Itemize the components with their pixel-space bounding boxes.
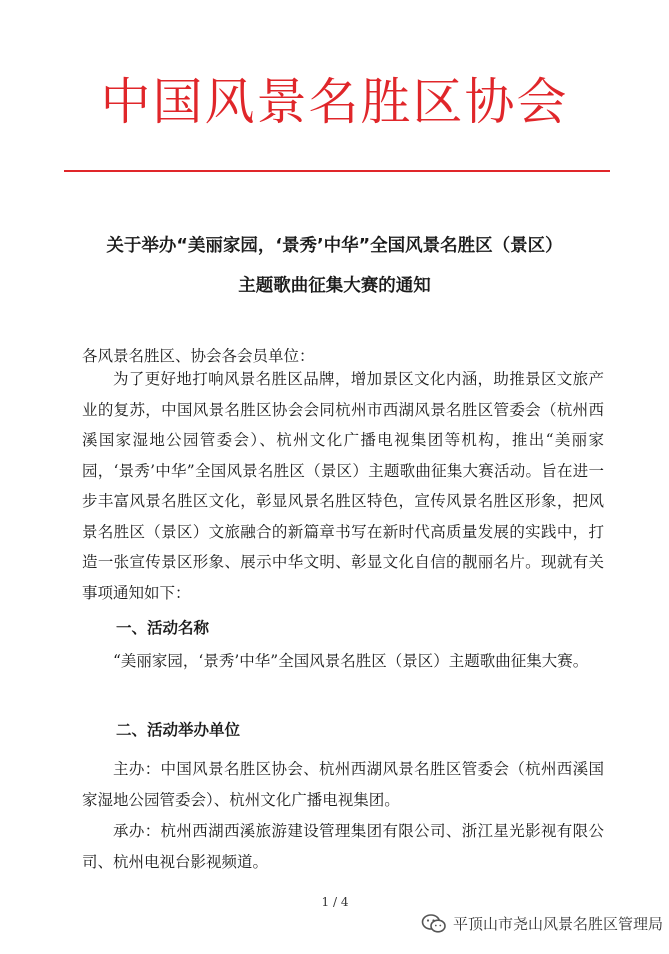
intro-paragraph: 为了更好地打响风景名胜区品牌，增加景区文化内涵，助推景区文旅产业的复苏，中国风景名胜区协会会同杭州市西湖风景名胜区管委会（杭州西溪国家湿地公园管委会）、杭州文化广播电视集团等机构，推出“美丽家园，‘景秀’中华”全国风景名胜区（景区）主题歌曲征集大赛活动。旨在进一步丰富风景名胜区文化，彰显风景名胜区特色，宣传风景名胜区形象，把风景名胜区（景区）文旅融合的新篇章书写在新时代高质量发展的实践中，打造一张宣传景区形象、展示中华文明、彰显文化自信的靓丽名片。现就有关事项通知如下： [82,370,604,602]
wechat-official-account-icon [421,913,447,935]
section-1-heading: 一、活动名称 [116,619,210,637]
page-number: 1 / 4 [321,895,349,909]
notice-title-line-1: 关于举办“美丽家园，‘景秀’中华”全国风景名胜区（景区） [106,236,563,256]
section-2-organizer: 承办：杭州西湖西溪旅游建设管理集团有限公司、浙江星光影视有限公司、杭州电视台影视频道。 [82,822,604,871]
salutation: 各风景名胜区、协会各会员单位： [82,347,315,365]
watermark [421,912,663,936]
section-2-heading: 二、活动举办单位 [116,721,241,739]
letterhead-red-rule [64,170,610,172]
section-1-text: “美丽家园，‘景秀’中华”全国风景名胜区（景区）主题歌曲征集大赛。 [113,652,589,670]
notice-title-line-2: 主题歌曲征集大赛的通知 [238,276,431,296]
letterhead-org-name: 中国风景名胜区协会 [100,73,569,131]
section-2-host: 主办：中国风景名胜区协会、杭州西湖风景名胜区管委会（杭州西溪国家湿地公园管委会）、杭州文化广播电视集团。 [82,760,604,809]
watermark-text: 平顶山市尧山风景名胜区管理局 [452,915,663,933]
